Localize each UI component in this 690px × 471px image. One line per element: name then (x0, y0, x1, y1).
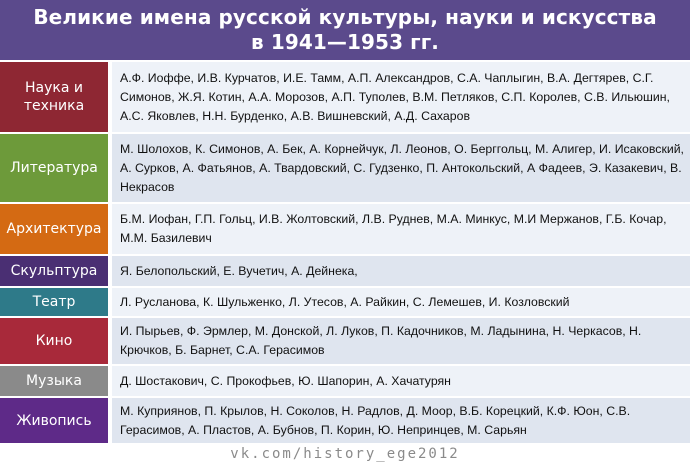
page-title-line1: Великие имена русской культуры, науки и искусства (33, 5, 657, 29)
table-row-science (0, 62, 690, 132)
category-cell: Живопись (0, 398, 108, 443)
table-row-painting (0, 398, 690, 443)
category-cell: Наука и техника (0, 62, 108, 132)
names-cell: Я. Белопольский, Е. Вучетич, А. Дейнека, (112, 256, 690, 286)
category-cell: Музыка (0, 366, 108, 396)
category-cell: Литература (0, 134, 108, 202)
category-cell: Архитектура (0, 204, 108, 254)
names-cell: А.Ф. Иоффе, И.В. Курчатов, И.Е. Тамм, А.П. Александров, С.А. Чаплыгин, В.А. Дегтярев, С.Г. Симонов, Ж.Я. Котин, А.А. Морозов, А.П. Туполев, В.М. Петляков, С.П. Королев, С.В. Ильюшин, А.С. Яковлев, Н.Н. Бурденко, А.В. Вишневский, А.Д. Сахаров (112, 62, 690, 132)
names-cell: М. Куприянов, П. Крылов, Н. Соколов, Н. Радлов, Д. Моор, В.Б. Корецкий, К.Ф. Юон, С.В. Герасимов, А. Пластов, А. Бубнов, П. Корин, Ю. Непринцев, М. Сарьян (112, 398, 690, 443)
names-cell: Л. Русланова, К. Шульженко, Л. Утесов, А. Райкин, С. Лемешев, И. Козловский (112, 288, 690, 316)
table-row-music (0, 366, 690, 396)
category-cell: Кино (0, 318, 108, 364)
table-row-literature (0, 134, 690, 202)
names-cell: Б.М. Иофан, Г.П. Гольц, И.В. Жолтовский, Л.В. Руднев, М.А. Минкус, М.И Мержанов, Г.Б. Кочар, М.М. Базилевич (112, 204, 690, 254)
names-cell: И. Пырьев, Ф. Эрмлер, М. Донской, Л. Луков, П. Кадочников, М. Ладынина, Н. Черкасов, Н. Крючков, Б. Барнет, С.А. Герасимов (112, 318, 690, 364)
title-banner (0, 0, 690, 60)
page-title-line2: в 1941—1953 гг. (251, 30, 439, 54)
category-cell: Театр (0, 288, 108, 316)
table-row-sculpture (0, 256, 690, 286)
table-row-cinema (0, 318, 690, 364)
names-cell: Д. Шостакович, С. Прокофьев, Ю. Шапорин, А. Хачатурян (112, 366, 690, 396)
names-cell: М. Шолохов, К. Симонов, А. Бек, А. Корнейчук, Л. Леонов, О. Берггольц, М. Алигер, И. Исаковский, А. Сурков, А. Фатьянов, А. Твардовский, С. Гудзенко, П. Антокольский, А Фадеев, Э. Казакевич, В. Некрасов (112, 134, 690, 202)
table-row-theatre (0, 288, 690, 316)
source-watermark: vk.com/history_ege2012 (230, 446, 460, 462)
category-cell: Скульптура (0, 256, 108, 286)
table-row-architecture (0, 204, 690, 254)
